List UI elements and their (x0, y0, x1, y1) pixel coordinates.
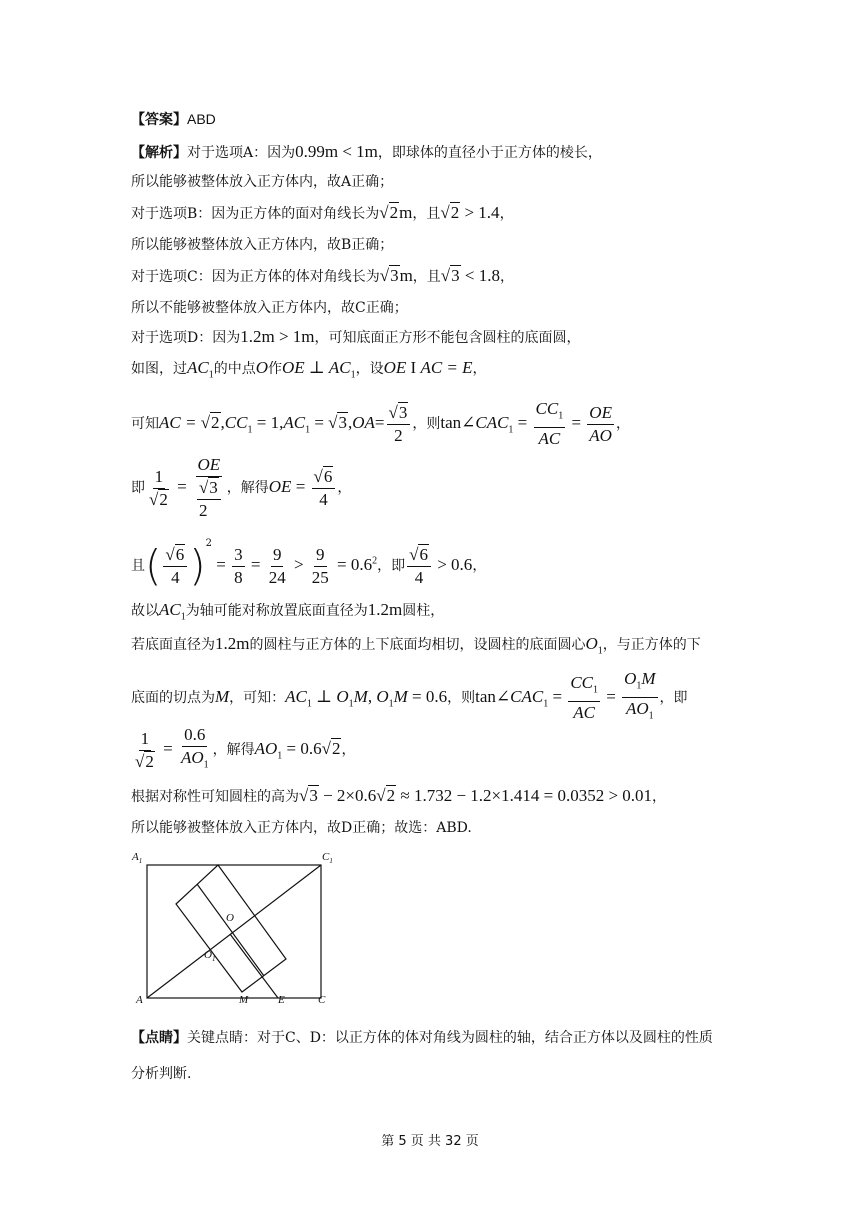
answer-label: 【答案】 (131, 112, 187, 128)
text: ，则 (412, 416, 441, 433)
text: ，解得 (212, 742, 255, 759)
analysis-line-6: 所以不能够被整体放入正方体内，故C正确； (131, 300, 408, 316)
label-c1: $C_1$ (322, 851, 333, 865)
math: √2 > 1.4 (440, 203, 500, 222)
text: 若底面直径为 (131, 637, 215, 653)
text: ，与正方体的下 (602, 637, 701, 653)
fraction: $\frac{CC_1}{AC}$ (535, 399, 564, 449)
text: 对于选项A：因为 (187, 145, 296, 161)
fraction: $\frac{√6}{4}$ (312, 466, 336, 511)
text: ，且 (412, 206, 441, 222)
text: 可知 (131, 416, 159, 433)
analysis-label: 【解析】 (131, 145, 187, 161)
analysis-line-13: 若底面直径为1.2m的圆柱与正方体的上下底面均相切，设圆柱的底面圆心$O_1$，与正方体的下 (131, 634, 701, 657)
text: 对于选项C：因为正方体的体对角线长为 (131, 269, 380, 285)
text: 作 (268, 361, 283, 377)
math: OE ⊥ $AC_1$ (282, 358, 356, 381)
math: √2m (379, 203, 413, 222)
text: ，即 (659, 689, 688, 706)
analysis-line-12: 故以$AC_1$为轴可能对称放置底面直径为1.2m圆柱， (131, 600, 445, 623)
fraction: $\frac{1}{√2}$ (135, 728, 154, 771)
fraction: $\frac{√3}{2}$ (387, 402, 411, 447)
comment-line-2: 分析判断. (131, 1066, 192, 1082)
label-o1: $O_1$ (204, 949, 216, 963)
text: 的圆柱与正方体的上下底面均相切，设圆柱的底面圆心 (249, 637, 586, 653)
math: AC = E (420, 358, 473, 377)
math: 1.2m (367, 600, 403, 619)
math: 1.2m (215, 634, 250, 653)
cylinder-section (176, 865, 286, 992)
fraction: $\frac{√6}{4}$ (407, 544, 431, 589)
fraction: $\frac{9}{25}$ (311, 544, 329, 587)
comment-line-1 (131, 1028, 713, 1048)
label-o: O (226, 912, 234, 924)
analysis-line-10: 即 $\frac{1}{√2}$ = $\frac{OE}{\frac{√3}{2}}$ ，解得OE = $\frac{√6}{4}$ ， (131, 455, 352, 520)
analysis-line-2: 所以能够被整体放入正方体内，故A正确； (131, 174, 394, 190)
text: 为轴可能对称放置底面直径为 (185, 603, 368, 619)
geometry-figure (130, 848, 340, 1013)
text: ，解得 (226, 480, 269, 496)
comment-label: 【点睛】 (131, 1030, 187, 1046)
analysis-line-4: 所以能够被整体放入正方体内，故B正确； (131, 237, 394, 253)
answer-line (131, 109, 216, 130)
text: 圆柱， (402, 603, 445, 619)
analysis-line-16: 根据对称性可知圆柱的高为√3 − 2×0.6√2 ≈ 1.732 − 1.2×1.414 = 0.0352 > 0.01， (131, 786, 667, 805)
math: √3 < 1.8 (440, 266, 500, 285)
label-a: A (136, 994, 143, 1006)
math: $AC_1$ (187, 358, 214, 381)
analysis-line-8: 如图，过$AC_1$的中点O作OE ⊥ $AC_1$，设OE I AC = E， (131, 358, 487, 381)
fraction: $\frac{√6}{4}$ (163, 544, 187, 589)
text: 的中点 (213, 361, 256, 377)
text: ，设 (355, 361, 384, 377)
fraction: $\frac{0.6}{AO_1}$ (180, 725, 209, 771)
math: OE (383, 358, 407, 377)
math: 0.99m < 1m (295, 142, 378, 161)
fraction: $\frac{OE}{AO}$ (589, 402, 612, 445)
text: 根据对称性可知圆柱的高为 (131, 789, 299, 805)
text: 关键点睛：对于C、D：以正方体的体对角线为圆柱的轴，结合正方体以及圆柱的性质 (187, 1030, 713, 1046)
analysis-line-15: $\frac{1}{√2}$ = $\frac{0.6}{AO_1}$ ，解得$AO_1 = 0.6√2$， (131, 724, 355, 776)
math: ≈ 1.732 − 1.2×1.414 = 0.0352 > 0.01 (400, 786, 653, 805)
label-e: E (278, 994, 285, 1006)
math: √3m (379, 266, 413, 285)
diagonal-ac1 (147, 865, 321, 998)
analysis-line-17: 所以能够被整体放入正方体内，故D正确；故选：ABD. (131, 820, 472, 836)
text: ，即 (377, 558, 406, 574)
analysis-line-9: 可知AC = $√2,CC_1 = 1,AC_1 = √3,OA=$ $\frac{√3}{2}$ ，则$\tan\angle CAC_1$ = $\frac{CC_1}{AC}$ = $\frac{OE}{AO}$ ， (131, 399, 630, 449)
text: 对于选项D：因为 (131, 330, 241, 346)
analysis-line-7 (131, 327, 581, 348)
text: 如图，过 (131, 361, 187, 377)
fraction: $\frac{3}{8}$ (234, 544, 243, 587)
fraction: $\frac{9}{24}$ (268, 544, 286, 587)
label-m: M (239, 994, 249, 1006)
text: ，可知： (229, 689, 286, 706)
text: 故以 (131, 603, 159, 619)
fraction: $\frac{O_1M}{AO_1}$ (624, 669, 656, 722)
analysis-line-11: 且( $\frac{√6}{4}$ )$^2$ = $\frac{3}{8}$ = $\frac{9}{24}$ > $\frac{9}{25}$ = $0.6^2$，即 $\frac{√6}{4}$ > 0.6， (131, 538, 487, 590)
text: ，则 (447, 689, 476, 706)
math: O (255, 358, 269, 377)
text: ，可知底面正方形不能包含圆柱的底面圆， (314, 330, 581, 346)
text: 对于选项B：因为正方体的面对角线长为 (131, 206, 380, 222)
fraction: $\frac{CC_1}{AC}$ (570, 672, 598, 723)
oe-line (230, 934, 278, 998)
text: ，且 (412, 269, 441, 285)
text: 且 (131, 558, 145, 574)
analysis-line-5: 对于选项C：因为正方体的体对角线长为√3m，且√3 < 1.8， (131, 266, 514, 285)
fraction: $\frac{1}{√2}$ (149, 466, 168, 509)
label-c: C (318, 994, 326, 1006)
text: 底面的切点为 (131, 689, 215, 706)
fraction: $\frac{OE}{\frac{√3}{2}}$ (197, 455, 221, 520)
analysis-line-1 (131, 142, 602, 163)
analysis-line-3: 对于选项B：因为正方体的面对角线长为√2m，且√2 > 1.4， (131, 203, 514, 222)
page-footer: 第 5 页 共 32 页 (381, 1134, 479, 1149)
math: AC = (159, 413, 201, 433)
text: ，即球体的直径小于正方体的棱长， (377, 145, 602, 161)
label-a1: $A_1$ (132, 851, 143, 865)
math: 1.2m > 1m (240, 327, 315, 346)
analysis-line-14: 底面的切点为M，可知：$AC_1$ ⊥ $O_1M$, $O_1M = 0.6$，则$\tan\angle CAC_1$ = $\frac{CC_1}{AC}$ = $\frac{O_1M}{AO_1}$ ，即 (131, 668, 688, 728)
text: 即 (131, 480, 145, 496)
answer-value: ABD (187, 111, 216, 127)
axis-line (197, 884, 264, 976)
